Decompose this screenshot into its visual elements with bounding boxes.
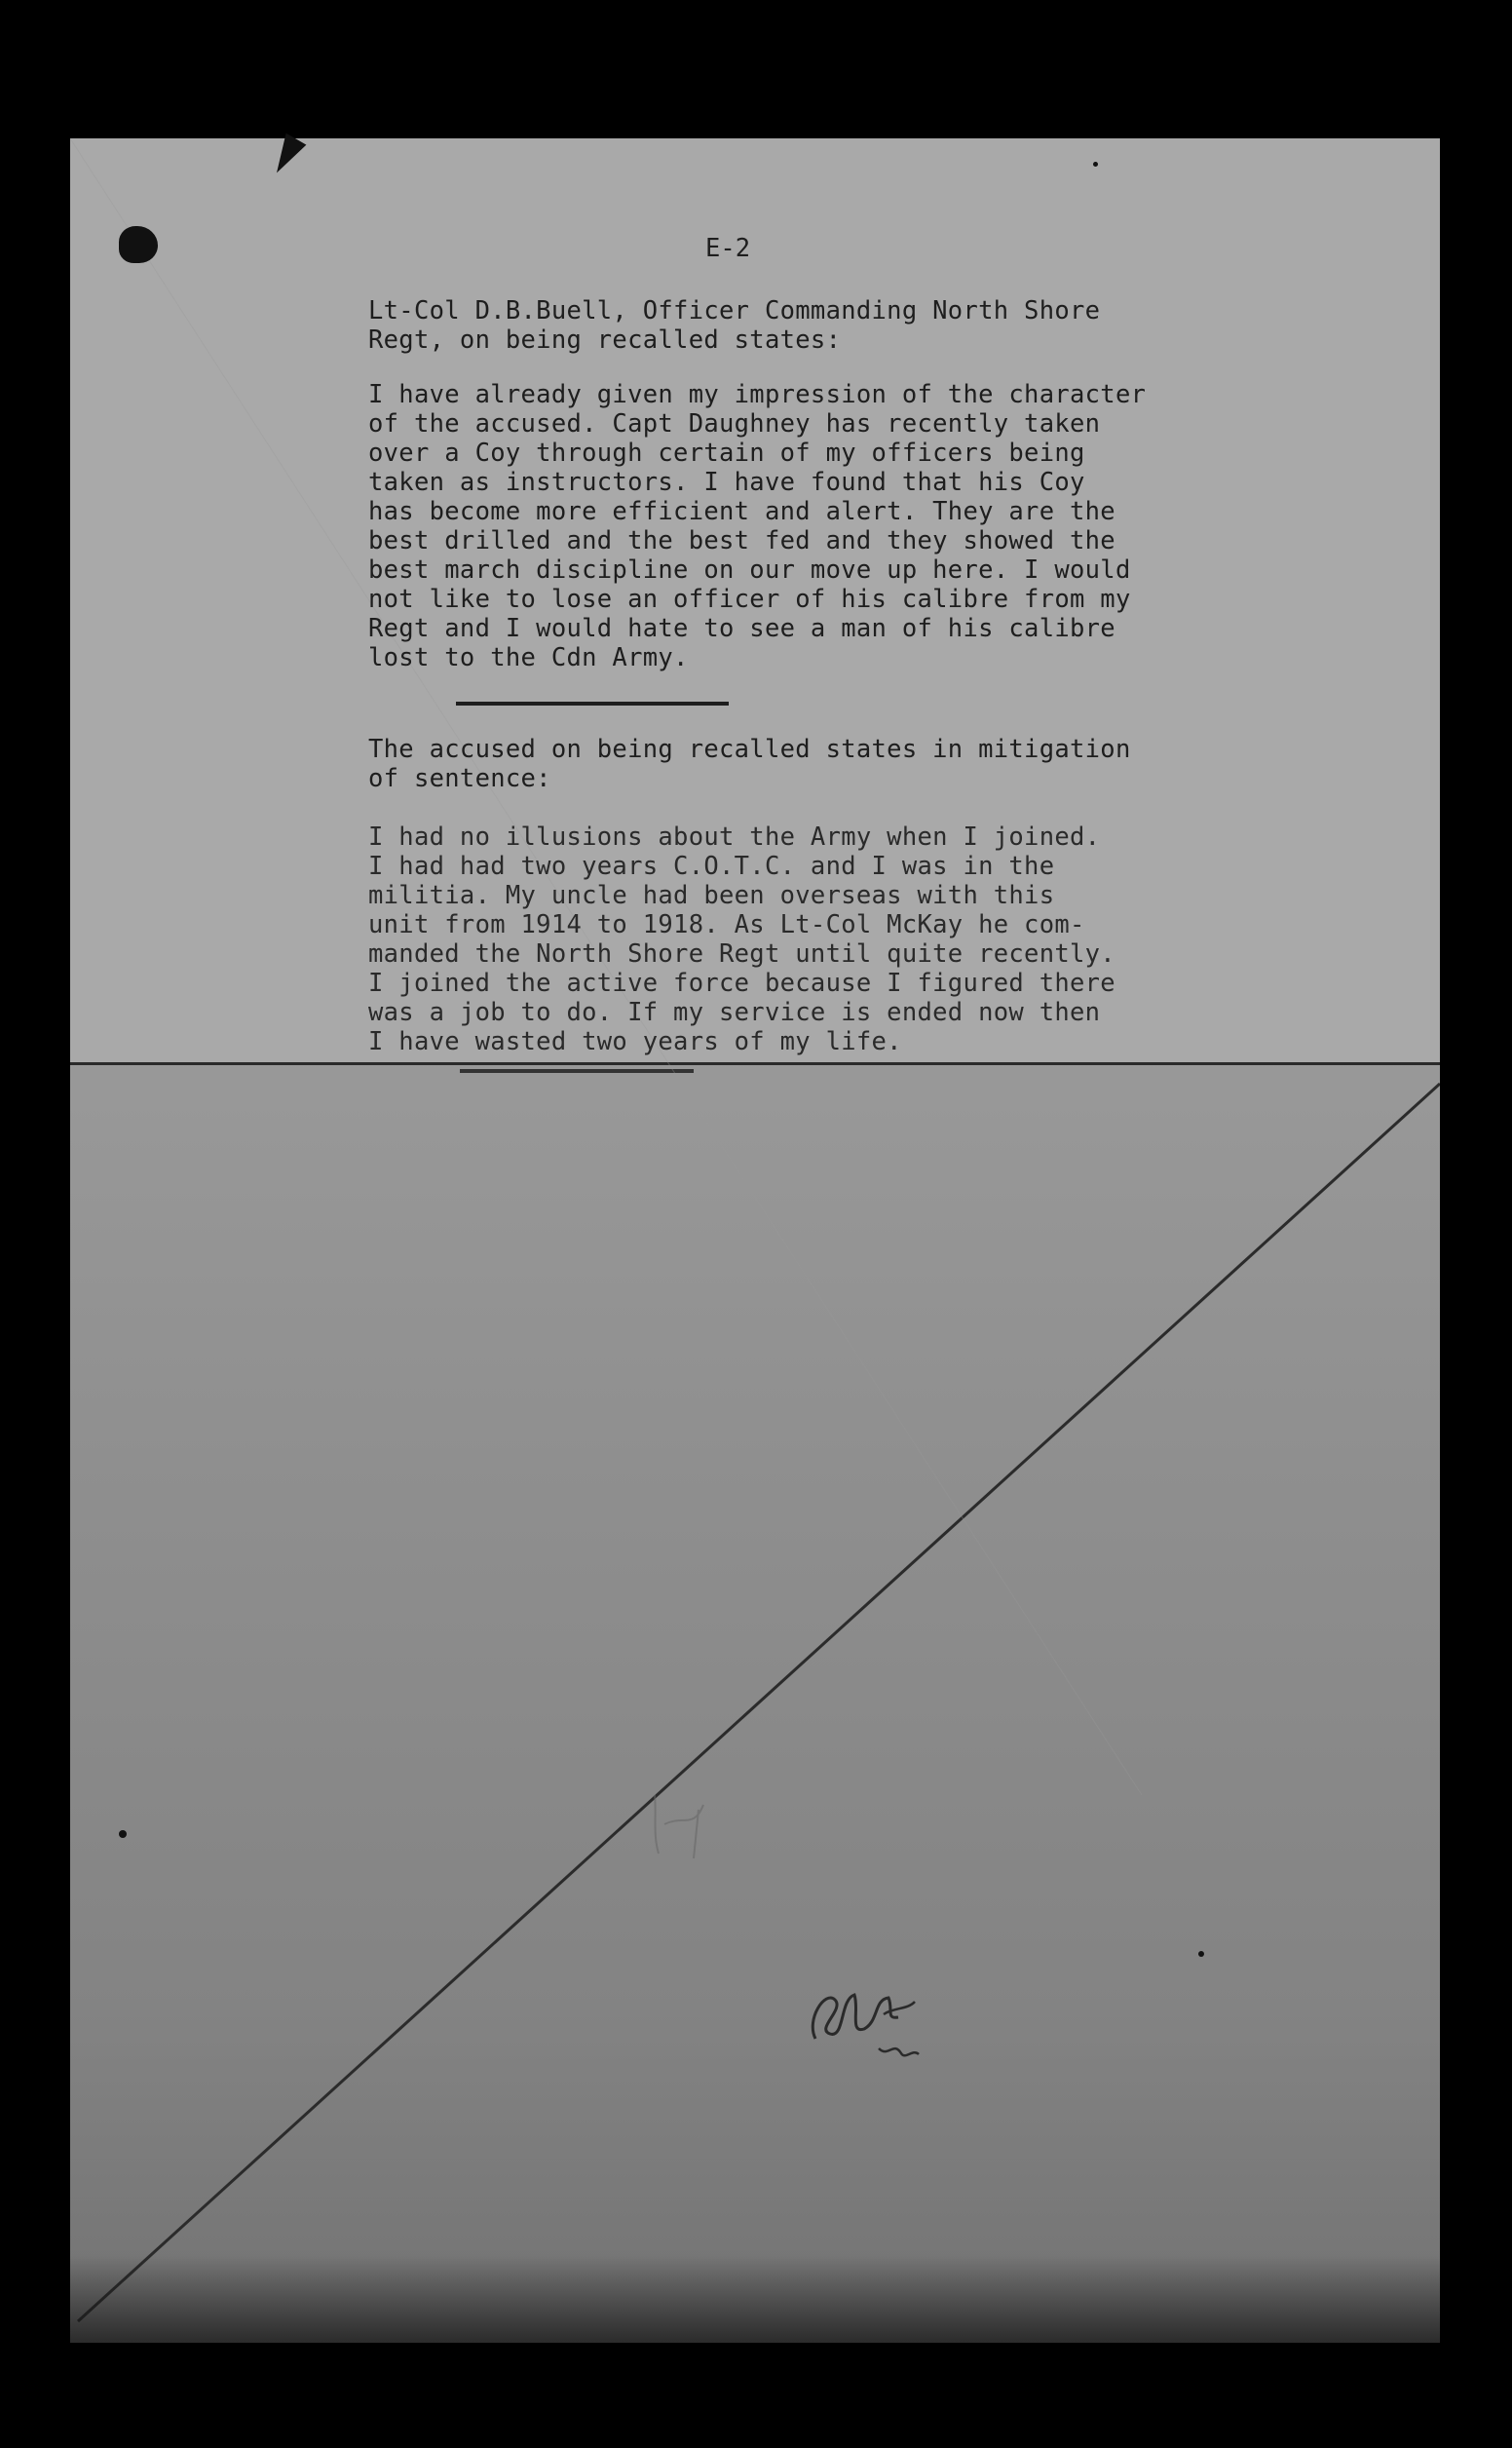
witness-heading: Lt-Col D.B.Buell, Officer Commanding North Shore Regt, on being recalled states: xyxy=(368,296,1101,355)
ink-dot xyxy=(1093,162,1098,167)
witness-statement: I have already given my impression of the character of the accused. Capt Daughney has recently taken over a Coy through certain of my officers being taken as instructors. I have found that his Coy has become more efficient and alert. They are the best drilled and the best fed and they showed the best march discipline on our move up here. I would not like to lose an officer of his calibre from my Regt and I would hate to see a man of his calibre lost to the Cdn Army. xyxy=(368,380,1147,672)
accused-heading: The accused on being recalled states in mitigation of sentence: xyxy=(368,735,1131,793)
typed-body xyxy=(368,240,1245,1056)
accused-statement: I had no illusions about the Army when I joined. I had had two years C.O.T.C. and I was in the militia. My uncle had been overseas with this unit from 1914 to 1918. As Lt-Col McKay he com- manded the North Shore Regt until quite recently. I joined the active force because I figured there was a job to do. If my service is ended now then I have wasted two years of my life. xyxy=(368,822,1115,1056)
fold-line xyxy=(70,1062,1440,1065)
ink-stain xyxy=(119,226,158,263)
ink-dot xyxy=(1198,1951,1204,1957)
handwritten-initials xyxy=(796,1961,971,2078)
faint-pencil-mark xyxy=(596,1756,772,1873)
section-divider xyxy=(456,702,729,706)
fold-mark xyxy=(460,1069,694,1073)
ink-dot xyxy=(119,1830,127,1838)
page-number: E-2 xyxy=(705,234,751,263)
